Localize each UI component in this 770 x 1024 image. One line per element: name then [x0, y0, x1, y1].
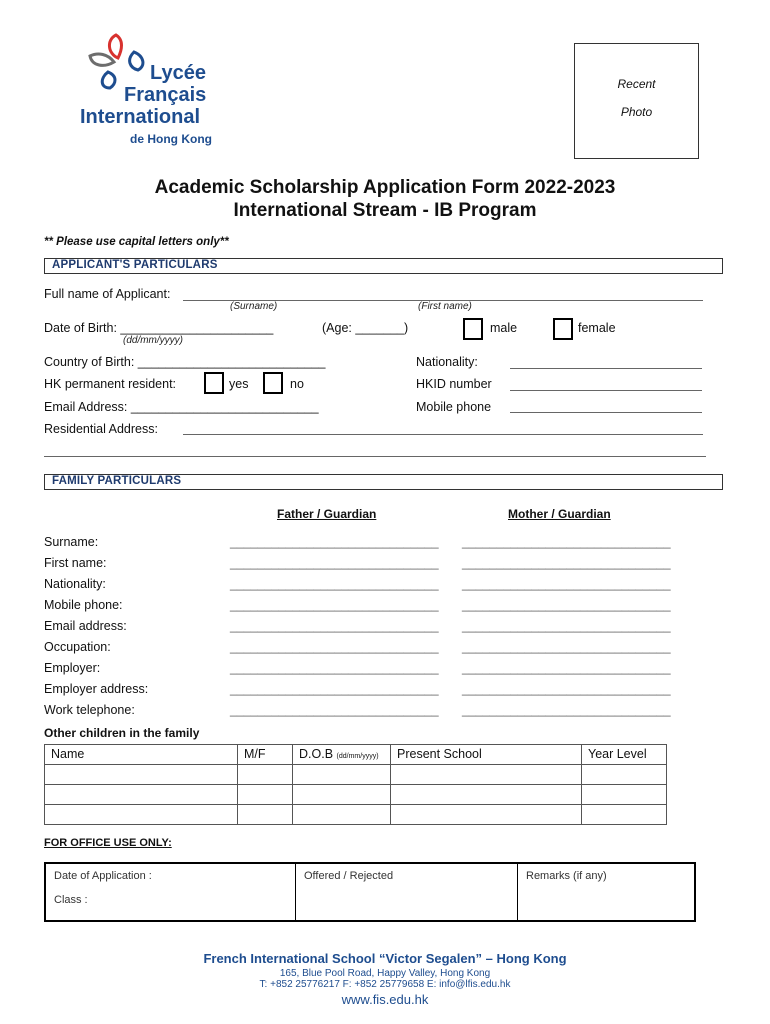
father-field-blank[interactable]: ______________________________ [230, 535, 439, 549]
office-heading: FOR OFFICE USE ONLY: [44, 837, 172, 849]
hk-resident-label: HK permanent resident: [44, 377, 177, 391]
col-mf-header: M/F [238, 745, 293, 765]
office-date-label: Date of Application : [54, 870, 152, 882]
children-table-header [45, 745, 667, 765]
father-field-blank[interactable]: ______________________________ [230, 556, 439, 570]
country-of-birth-label[interactable]: Country of Birth: ___________________________ [44, 355, 326, 369]
father-field-blank[interactable]: ______________________________ [230, 661, 439, 675]
mother-field-blank[interactable]: ______________________________ [462, 640, 671, 654]
table-row [45, 805, 667, 825]
yes-label: yes [229, 377, 249, 391]
family-field-label: Mobile phone: [44, 598, 123, 612]
office-remarks-cell[interactable]: Remarks (if any) [518, 863, 696, 921]
mother-field-blank[interactable]: ______________________________ [462, 619, 671, 633]
male-label: male [490, 321, 518, 335]
family-row-nationality [44, 577, 684, 597]
age-label[interactable]: (Age: _______) [322, 321, 409, 335]
nationality-line[interactable] [510, 368, 702, 369]
col-name-header: Name [45, 745, 238, 765]
col-year-header: Year Level [582, 745, 667, 765]
logo-line-3: International [80, 106, 201, 128]
office-class-label: Class : [54, 894, 88, 906]
father-field-blank[interactable]: ______________________________ [230, 703, 439, 717]
mobile-label: Mobile phone [416, 400, 492, 414]
footer-website[interactable]: www.fis.edu.hk [341, 992, 429, 1007]
family-field-label: Surname: [44, 535, 99, 549]
nationality-label: Nationality: [416, 355, 478, 369]
family-section-title: FAMILY PARTICULARS [52, 475, 182, 487]
title-line-1: Academic Scholarship Application Form 2022-2023 [154, 177, 616, 198]
full-name-label: Full name of Applicant: [44, 287, 171, 301]
mother-field-blank[interactable]: ______________________________ [462, 598, 671, 612]
family-row-occupation [44, 640, 684, 660]
family-row-email [44, 619, 684, 639]
mother-field-blank[interactable]: ______________________________ [462, 535, 671, 549]
family-row-employer-address [44, 682, 684, 702]
email-label[interactable]: Email Address: ___________________________ [44, 400, 319, 414]
mobile-line[interactable] [510, 412, 702, 413]
footer [0, 951, 770, 1007]
col-dob-header [293, 745, 391, 765]
address-line-2[interactable] [44, 456, 706, 457]
no-checkbox[interactable] [263, 372, 283, 394]
logo-line-4: de Hong Kong [130, 132, 212, 146]
mother-field-blank[interactable]: ______________________________ [462, 682, 671, 696]
title-line-2: International Stream - IB Program [233, 200, 537, 221]
instruction-text: ** Please use capital letters only** [44, 236, 229, 248]
female-checkbox[interactable] [553, 318, 573, 340]
family-row-surname [44, 535, 684, 555]
footer-address: 165, Blue Pool Road, Happy Valley, Hong Kong [279, 968, 491, 979]
yes-checkbox[interactable] [204, 372, 224, 394]
school-logo [80, 32, 220, 157]
dob-hint: (dd/mm/yyyy) [123, 335, 183, 346]
family-field-label: Work telephone: [44, 703, 135, 717]
children-heading: Other children in the family [44, 726, 200, 740]
family-field-label: Email address: [44, 619, 127, 633]
mother-field-blank[interactable]: ______________________________ [462, 577, 671, 591]
table-row [45, 785, 667, 805]
no-label: no [290, 377, 304, 391]
family-field-label: First name: [44, 556, 107, 570]
hkid-line[interactable] [510, 390, 702, 391]
family-row-employer [44, 661, 684, 681]
col-dob-label: D.O.B [299, 747, 334, 761]
hkid-label: HKID number [416, 377, 492, 391]
father-field-blank[interactable]: ______________________________ [230, 598, 439, 612]
photo-box [574, 43, 699, 159]
footer-contact: T: +852 25776217 F: +852 25779658 E: info@lfis.edu.hk [259, 979, 511, 990]
mother-field-blank[interactable]: ______________________________ [462, 556, 671, 570]
family-row-mobile [44, 598, 684, 618]
address-line-1[interactable] [183, 434, 703, 435]
dob-label[interactable]: Date of Birth: ______________________ [44, 321, 274, 335]
photo-box-line-2: Photo [620, 105, 653, 119]
office-table [44, 862, 696, 922]
family-row-work-telephone [44, 703, 684, 723]
surname-hint: (Surname) [230, 301, 278, 312]
form-title [0, 176, 770, 222]
address-label: Residential Address: [44, 422, 158, 436]
first-name-hint: (First name) [418, 301, 472, 312]
logo-line-2: Français [124, 84, 207, 106]
mother-header: Mother / Guardian [508, 507, 611, 521]
logo-line-1: Lycée [150, 62, 206, 84]
father-field-blank[interactable]: ______________________________ [230, 577, 439, 591]
photo-box-line-1: Recent [617, 77, 656, 91]
male-checkbox[interactable] [463, 318, 483, 340]
flower-logo-icon [86, 32, 156, 92]
mother-field-blank[interactable]: ______________________________ [462, 703, 671, 717]
family-field-label: Employer: [44, 661, 101, 675]
children-table [44, 744, 667, 825]
father-header: Father / Guardian [277, 507, 377, 521]
mother-field-blank[interactable]: ______________________________ [462, 661, 671, 675]
table-row [45, 765, 667, 785]
footer-school-name: French International School “Victor Segalen” – Hong Kong [203, 951, 567, 966]
col-dob-hint: (dd/mm/yyyy) [336, 753, 379, 760]
father-field-blank[interactable]: ______________________________ [230, 682, 439, 696]
applicant-section-title: APPLICANT'S PARTICULARS [52, 259, 218, 271]
family-field-label: Occupation: [44, 640, 111, 654]
col-school-header: Present School [391, 745, 582, 765]
family-field-label: Employer address: [44, 682, 149, 696]
father-field-blank[interactable]: ______________________________ [230, 640, 439, 654]
family-field-label: Nationality: [44, 577, 106, 591]
office-offered-cell[interactable]: Offered / Rejected [296, 863, 518, 921]
father-field-blank[interactable]: ______________________________ [230, 619, 439, 633]
family-row-first-name [44, 556, 684, 576]
office-row [45, 863, 695, 921]
female-label: female [578, 321, 616, 335]
office-date-cell[interactable] [45, 863, 296, 921]
